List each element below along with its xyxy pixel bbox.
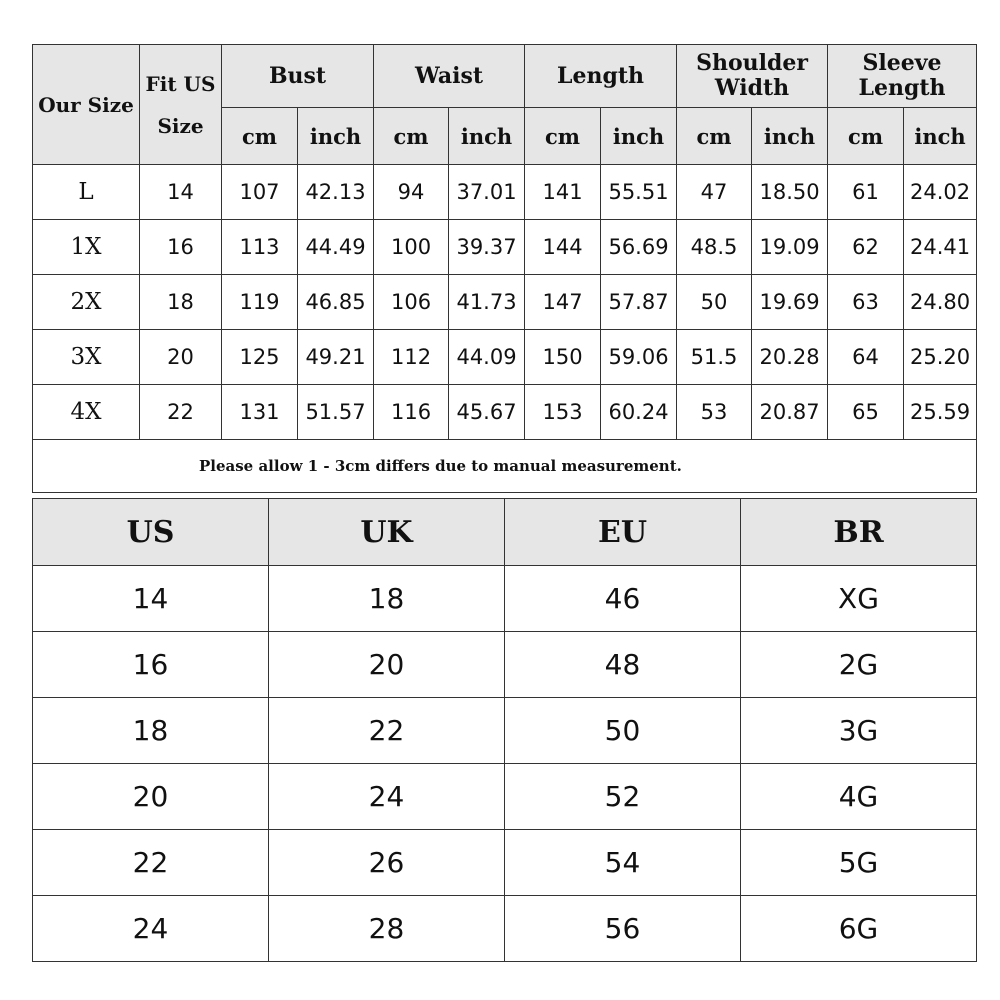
sleeve-cm-cell: 63: [828, 275, 904, 330]
sleeve-cm-cell: 62: [828, 220, 904, 275]
length-inch-cell: 56.69: [601, 220, 677, 275]
uk-cell: 20: [269, 632, 505, 698]
conversion-row: [33, 896, 977, 962]
size-row-l: [33, 165, 977, 220]
unit-cm: cm: [525, 108, 601, 165]
br-cell: 4G: [741, 764, 977, 830]
fit-us-cell: 16: [140, 220, 222, 275]
size-chart-table: [32, 44, 977, 493]
us-cell: 20: [33, 764, 269, 830]
unit-inch: inch: [449, 108, 525, 165]
unit-inch: inch: [904, 108, 977, 165]
br-cell: 6G: [741, 896, 977, 962]
fit-us-cell: 22: [140, 385, 222, 440]
measurement-note: Please allow 1 - 3cm differs due to manual measurement.: [33, 440, 977, 493]
bust-cm-cell: 131: [222, 385, 298, 440]
sleeve-inch-cell: 25.59: [904, 385, 977, 440]
header-bust: [222, 45, 374, 108]
sleeve-cm-cell: 64: [828, 330, 904, 385]
bust-inch-cell: 49.21: [298, 330, 374, 385]
length-inch-cell: 59.06: [601, 330, 677, 385]
header-sleeve-length-line1: Sleeve: [862, 50, 942, 76]
header-sleeve-length: [828, 45, 977, 108]
br-cell: 2G: [741, 632, 977, 698]
fit-us-cell: 20: [140, 330, 222, 385]
length-cm-cell: 153: [525, 385, 601, 440]
header-waist: [374, 45, 525, 108]
our-size-cell: 3X: [33, 330, 140, 385]
header-shoulder-width-line1: Shoulder: [696, 50, 808, 76]
conversion-row: [33, 632, 977, 698]
conversion-row: [33, 566, 977, 632]
sleeve-cm-cell: 65: [828, 385, 904, 440]
our-size-cell: L: [33, 165, 140, 220]
waist-inch-cell: 44.09: [449, 330, 525, 385]
length-inch-cell: 60.24: [601, 385, 677, 440]
br-cell: 5G: [741, 830, 977, 896]
our-size-cell: 2X: [33, 275, 140, 330]
bust-cm-cell: 113: [222, 220, 298, 275]
shoulder-inch-cell: 18.50: [752, 165, 828, 220]
bust-inch-cell: 44.49: [298, 220, 374, 275]
fit-us-cell: 14: [140, 165, 222, 220]
us-cell: 14: [33, 566, 269, 632]
shoulder-cm-cell: 53: [677, 385, 752, 440]
our-size-cell: 4X: [33, 385, 140, 440]
shoulder-cm-cell: 48.5: [677, 220, 752, 275]
size-conversion-table: [32, 498, 977, 962]
conversion-row: [33, 830, 977, 896]
uk-cell: 28: [269, 896, 505, 962]
waist-inch-cell: 39.37: [449, 220, 525, 275]
size-row-2x: [33, 275, 977, 330]
conversion-row: [33, 698, 977, 764]
us-cell: 18: [33, 698, 269, 764]
sleeve-cm-cell: 61: [828, 165, 904, 220]
header-eu: EU: [505, 499, 741, 566]
uk-cell: 18: [269, 566, 505, 632]
size-row-3x: [33, 330, 977, 385]
waist-inch-cell: 37.01: [449, 165, 525, 220]
unit-cm: cm: [677, 108, 752, 165]
us-cell: 24: [33, 896, 269, 962]
length-inch-cell: 55.51: [601, 165, 677, 220]
waist-inch-cell: 45.67: [449, 385, 525, 440]
shoulder-cm-cell: 47: [677, 165, 752, 220]
header-waist-label: Waist: [415, 62, 483, 89]
header-length: [525, 45, 677, 108]
shoulder-cm-cell: 50: [677, 275, 752, 330]
sleeve-inch-cell: 25.20: [904, 330, 977, 385]
bust-cm-cell: 107: [222, 165, 298, 220]
eu-cell: 56: [505, 896, 741, 962]
header-our-size: Our Size: [33, 45, 140, 165]
header-shoulder-width-line2: Width: [714, 75, 790, 101]
unit-cm: cm: [222, 108, 298, 165]
sleeve-inch-cell: 24.80: [904, 275, 977, 330]
br-cell: XG: [741, 566, 977, 632]
fit-us-cell: 18: [140, 275, 222, 330]
bust-cm-cell: 119: [222, 275, 298, 330]
unit-inch: inch: [601, 108, 677, 165]
shoulder-inch-cell: 19.09: [752, 220, 828, 275]
eu-cell: 52: [505, 764, 741, 830]
waist-cm-cell: 116: [374, 385, 449, 440]
us-cell: 22: [33, 830, 269, 896]
uk-cell: 26: [269, 830, 505, 896]
conversion-row: [33, 764, 977, 830]
waist-inch-cell: 41.73: [449, 275, 525, 330]
size-row-4x: [33, 385, 977, 440]
unit-cm: cm: [374, 108, 449, 165]
header-uk: UK: [269, 499, 505, 566]
header-fit-us-size: Fit US Size: [140, 45, 222, 165]
waist-cm-cell: 106: [374, 275, 449, 330]
waist-cm-cell: 112: [374, 330, 449, 385]
length-cm-cell: 144: [525, 220, 601, 275]
header-bust-label: Bust: [268, 62, 327, 89]
waist-cm-cell: 100: [374, 220, 449, 275]
eu-cell: 48: [505, 632, 741, 698]
eu-cell: 50: [505, 698, 741, 764]
shoulder-inch-cell: 20.87: [752, 385, 828, 440]
sleeve-inch-cell: 24.41: [904, 220, 977, 275]
sleeve-inch-cell: 24.02: [904, 165, 977, 220]
bust-inch-cell: 46.85: [298, 275, 374, 330]
unit-cm: cm: [828, 108, 904, 165]
uk-cell: 22: [269, 698, 505, 764]
our-size-cell: 1X: [33, 220, 140, 275]
eu-cell: 54: [505, 830, 741, 896]
length-cm-cell: 141: [525, 165, 601, 220]
header-length-label: Length: [557, 62, 645, 89]
length-inch-cell: 57.87: [601, 275, 677, 330]
unit-inch: inch: [752, 108, 828, 165]
header-us: US: [33, 499, 269, 566]
size-row-1x: [33, 220, 977, 275]
eu-cell: 46: [505, 566, 741, 632]
br-cell: 3G: [741, 698, 977, 764]
header-br: BR: [741, 499, 977, 566]
header-sleeve-length-line2: Length: [858, 75, 946, 101]
length-cm-cell: 147: [525, 275, 601, 330]
header-shoulder-width: [677, 45, 828, 108]
uk-cell: 24: [269, 764, 505, 830]
bust-cm-cell: 125: [222, 330, 298, 385]
shoulder-inch-cell: 19.69: [752, 275, 828, 330]
shoulder-cm-cell: 51.5: [677, 330, 752, 385]
waist-cm-cell: 94: [374, 165, 449, 220]
bust-inch-cell: 42.13: [298, 165, 374, 220]
bust-inch-cell: 51.57: [298, 385, 374, 440]
unit-inch: inch: [298, 108, 374, 165]
length-cm-cell: 150: [525, 330, 601, 385]
us-cell: 16: [33, 632, 269, 698]
shoulder-inch-cell: 20.28: [752, 330, 828, 385]
